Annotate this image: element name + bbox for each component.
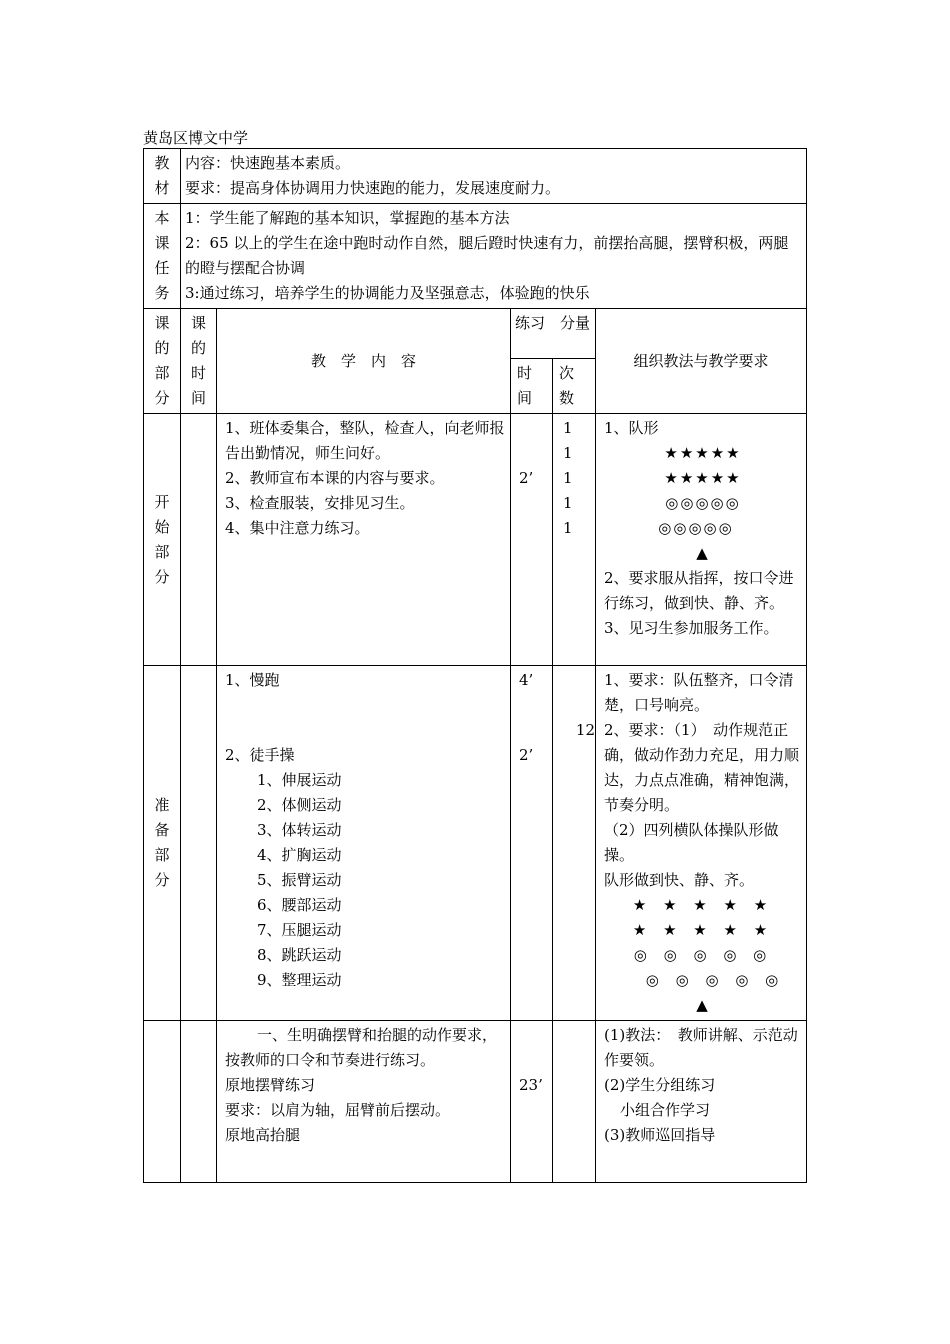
start-method: 1、队形 ★★★★★ ★★★★★ ◎◎◎◎◎ ◎◎◎◎◎ ▲ 2、要求服从指挥，按口令进行练习，做到快、静、齐。 3、见习生参加服务工作。 <box>596 414 807 666</box>
header-load: 练习 分量 <box>511 309 596 359</box>
formation-row: ◎ ◎ ◎ ◎ ◎ <box>645 971 785 989</box>
task-row <box>144 204 807 309</box>
lesson-plan-table <box>143 148 807 1183</box>
basic-content: 一、生明确摆臂和抬腿的动作要求，按教师的口令和节奏进行练习。 原地摆臂练习 要求：以肩为轴，屈臂前后摆动。 原地高抬腿 <box>217 1021 511 1183</box>
basic-part <box>144 1021 181 1183</box>
start-load-time: 2’ <box>511 414 553 666</box>
start-time <box>181 414 217 666</box>
formation-row: ★ ★ ★ ★ ★ <box>632 921 774 939</box>
school-name: 黄岛区博文中学 <box>143 129 249 147</box>
basic-time <box>181 1021 217 1183</box>
formation-row: ◎◎◎◎◎ <box>665 494 741 512</box>
prep-load-time: 4’ 2’ <box>511 666 553 1021</box>
header-content: 教 学 内 容 <box>217 309 511 414</box>
formation-row: ★★★★★ <box>664 469 742 487</box>
basic-method: (1)教法： 教师讲解、示范动作要领。 (2)学生分组练习 小组合作学习 (3)教师巡回指导 <box>596 1021 807 1183</box>
prep-row <box>144 666 807 1021</box>
header-method: 组织教法与教学要求 <box>596 309 807 414</box>
task-cell <box>181 204 807 309</box>
material-cell <box>181 149 807 204</box>
task-item: 2：65 以上的学生在途中跑时动作自然，腿后蹬时快速有力，前摆抬高腿，摆臂积极，两腿的瞪与摆配合协调 <box>185 234 789 277</box>
header-row <box>144 309 807 359</box>
formation-row: ★ ★ ★ ★ ★ <box>632 896 774 914</box>
teacher-marker: ▲ <box>696 996 710 1014</box>
material-row <box>144 149 807 204</box>
header-load-count: 次 数 <box>553 359 596 414</box>
basic-load-time: 23’ <box>511 1021 553 1183</box>
prep-load-count: 12 <box>553 666 596 1021</box>
start-content: 1、班体委集合，整队，检查人，向老师报告出勤情况，师生问好。 2、教师宣布本课的内容与要求。 3、检查服装，安排见习生。 4、集中注意力练习。 <box>217 414 511 666</box>
start-row <box>144 414 807 666</box>
material-content: 内容：快速跑基本素质。 <box>185 154 351 172</box>
formation-row: ★★★★★ <box>664 444 742 462</box>
prep-time <box>181 666 217 1021</box>
formation-row: ◎ ◎ ◎ ◎ ◎ <box>633 946 773 964</box>
header-load-time: 时 间 <box>511 359 553 414</box>
material-requirement: 要求：提高身体协调用力快速跑的能力，发展速度耐力。 <box>185 179 561 197</box>
teacher-marker: ▲ <box>696 544 710 562</box>
formation-row: ◎◎◎◎◎ <box>658 519 734 537</box>
start-part: 开 始 部 分 <box>144 414 181 666</box>
material-label: 教 材 <box>144 149 181 204</box>
basic-row <box>144 1021 807 1183</box>
start-load-count: 1 1 1 1 1 <box>553 414 596 666</box>
header-time: 课 的 时 间 <box>181 309 217 414</box>
header-part: 课 的 部 分 <box>144 309 181 414</box>
prep-method: 1、要求：队伍整齐，口令清楚，口号响亮。 2、要求：（1） 动作规范正确，做动作劲力充足，用力顺达，力点点准确，精神饱满，节奏分明。 （2）四列横队体操队形做操。 队形做到快、静、齐。 ★ ★ ★ ★ ★ ★ ★ ★ ★ ★ ◎ ◎ ◎ ◎ ◎ ◎ ◎ ◎ ◎ ◎ ▲ <box>596 666 807 1021</box>
prep-content: 1、慢跑 2、徒手操 1、伸展运动 2、体侧运动 3、体转运动 4、扩胸运动 5、振臂运动 6、腰部运动 7、压腿运动 8、跳跃运动 9、整理运动 <box>217 666 511 1021</box>
prep-part: 准 备 部 分 <box>144 666 181 1021</box>
basic-load-count <box>553 1021 596 1183</box>
task-item: 3:通过练习，培养学生的协调能力及坚强意志，体验跑的快乐 <box>185 284 590 302</box>
task-label: 本 课 任 务 <box>144 204 181 309</box>
task-item: 1：学生能了解跑的基本知识，掌握跑的基本方法 <box>185 209 510 227</box>
